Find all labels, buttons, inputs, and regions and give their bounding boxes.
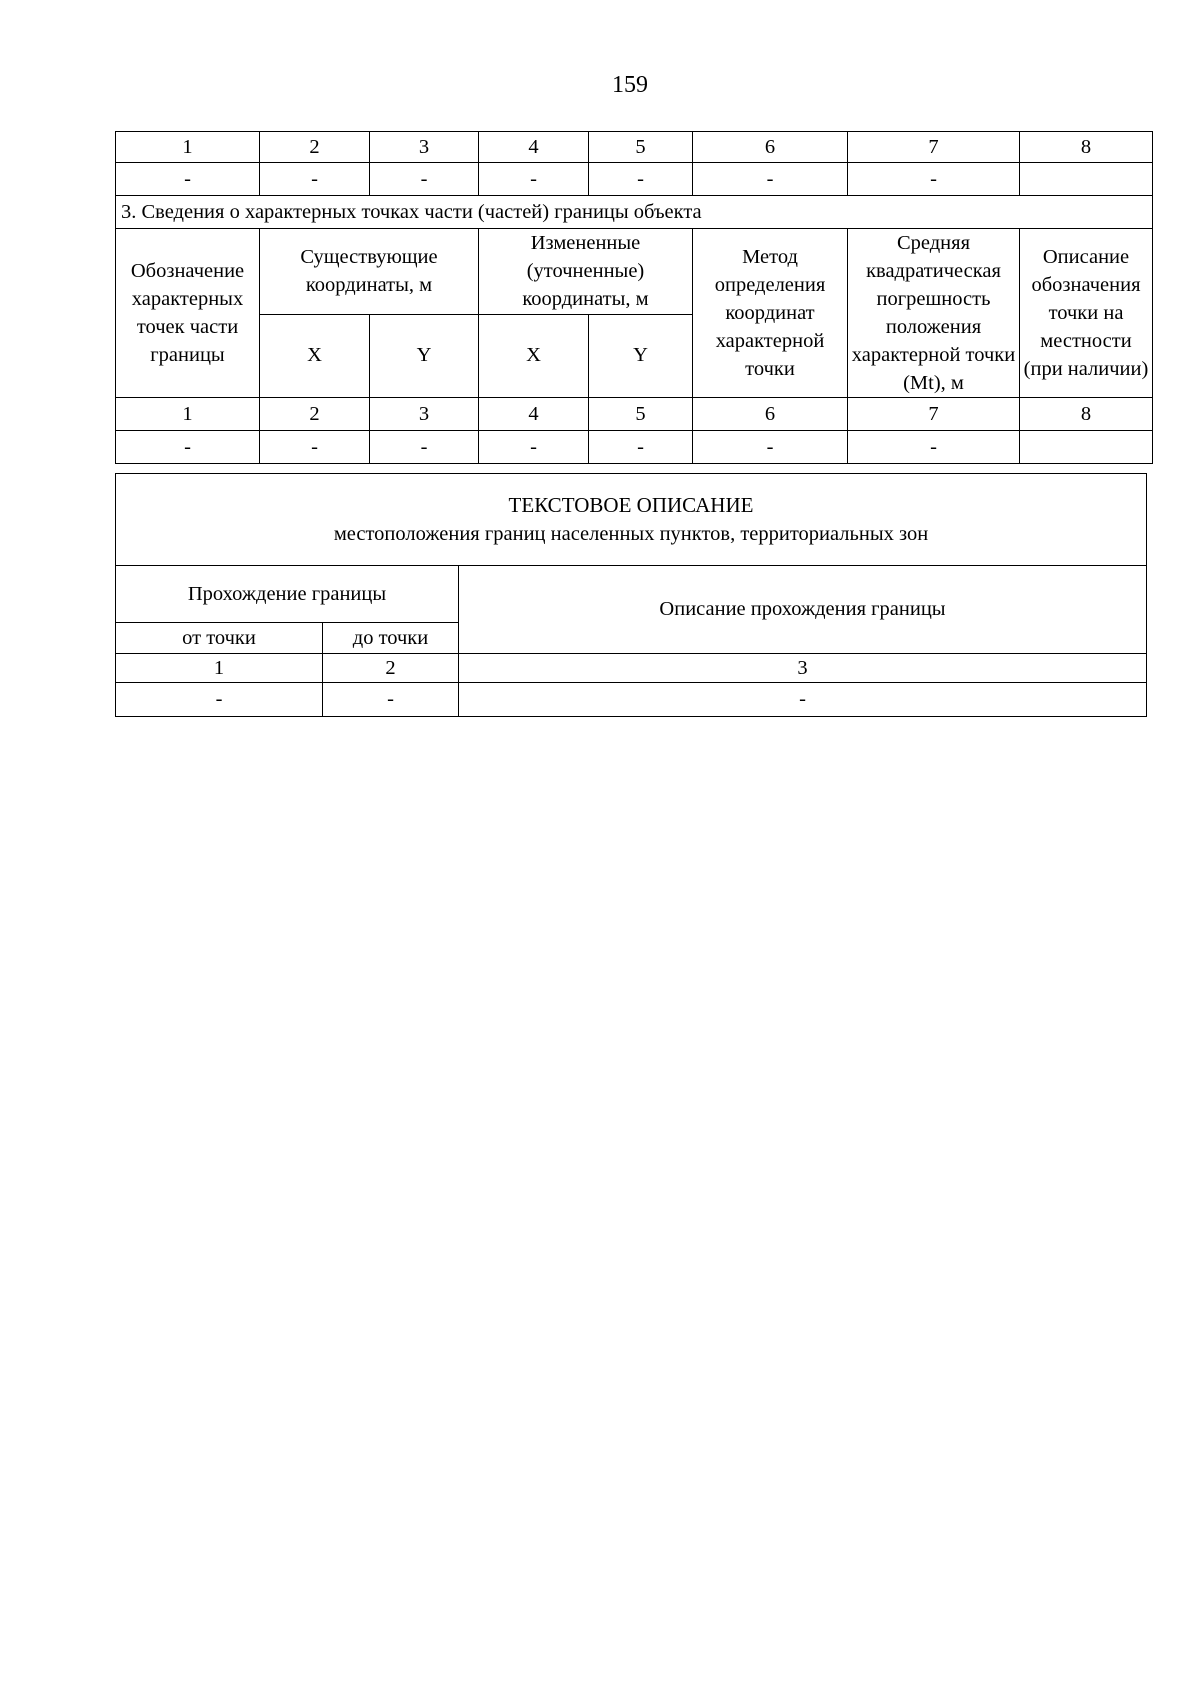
section-title: 3. Сведения о характерных точках части (частей) границы объекта (116, 196, 1153, 229)
column-number-cell: 3 (370, 132, 479, 163)
header-y: Y (589, 314, 693, 398)
dash-cell (1020, 163, 1153, 196)
header-boundary-description: Описание прохождения границы (459, 566, 1147, 654)
column-number-cell: 7 (848, 132, 1020, 163)
column-number-cell: 3 (370, 398, 479, 431)
column-number-cell: 6 (693, 398, 848, 431)
column-number-cell: 8 (1020, 398, 1153, 431)
dash-cell: - (459, 683, 1147, 717)
coordinates-table (115, 131, 1153, 464)
header-x: X (479, 314, 589, 398)
dash-cell: - (848, 163, 1020, 196)
column-number-cell: 8 (1020, 132, 1153, 163)
dash-cell: - (323, 683, 459, 717)
description-banner (116, 474, 1147, 566)
header-to-point: до точки (323, 623, 459, 654)
column-number-cell: 4 (479, 132, 589, 163)
dash-cell: - (589, 431, 693, 464)
column-number-row (116, 654, 1147, 683)
column-number-cell: 2 (260, 132, 370, 163)
page-number: 159 (612, 72, 648, 98)
header-changed-coordinates: Измененные (уточненные) координаты, м (479, 229, 693, 315)
dash-cell: - (479, 431, 589, 464)
dash-row (116, 163, 1153, 196)
column-number-cell: 1 (116, 132, 260, 163)
dash-cell: - (260, 163, 370, 196)
header-method: Метод определения координат характерной точки (693, 229, 848, 398)
column-number-cell: 5 (589, 132, 693, 163)
header-row (116, 229, 1153, 315)
column-number-cell: 6 (693, 132, 848, 163)
column-number-cell: 4 (479, 398, 589, 431)
column-number-cell: 5 (589, 398, 693, 431)
dash-cell: - (370, 163, 479, 196)
column-number-cell: 2 (323, 654, 459, 683)
section-title-row (116, 196, 1153, 229)
boundary-header-row (116, 566, 1147, 623)
column-number-cell: 2 (260, 398, 370, 431)
dash-cell: - (260, 431, 370, 464)
description-title: ТЕКСТОВОЕ ОПИСАНИЕ (508, 492, 754, 517)
description-subtitle: местоположения границ населенных пунктов, территориальных зон (333, 522, 929, 545)
dash-row (116, 683, 1147, 717)
column-number-cell: 7 (848, 398, 1020, 431)
column-number-cell: 1 (116, 398, 260, 431)
header-description: Описание обозначения точки на местности (при наличии) (1020, 229, 1153, 398)
dash-cell: - (370, 431, 479, 464)
dash-cell: - (693, 163, 848, 196)
dash-cell: - (116, 683, 323, 717)
header-from-point: от точки (116, 623, 323, 654)
dash-cell: - (116, 431, 260, 464)
dash-cell: - (693, 431, 848, 464)
column-number-row (116, 398, 1153, 431)
dash-cell (1020, 431, 1153, 464)
column-number-cell: 3 (459, 654, 1147, 683)
column-number-cell: 1 (116, 654, 323, 683)
header-y: Y (370, 314, 479, 398)
dash-cell: - (589, 163, 693, 196)
header-error: Средняя квадратическая погрешность положения характерной точки (Mt), м (848, 229, 1020, 398)
header-x: X (260, 314, 370, 398)
header-point-designation: Обозначение характерных точек части границы (116, 229, 260, 398)
dash-cell: - (848, 431, 1020, 464)
header-existing-coordinates: Существующие координаты, м (260, 229, 479, 315)
dash-row (116, 431, 1153, 464)
header-boundary-pass: Прохождение границы (116, 566, 459, 623)
text-description-table (115, 473, 1147, 717)
dash-cell: - (479, 163, 589, 196)
description-banner-row (116, 474, 1147, 566)
column-number-row (116, 132, 1153, 163)
dash-cell: - (116, 163, 260, 196)
